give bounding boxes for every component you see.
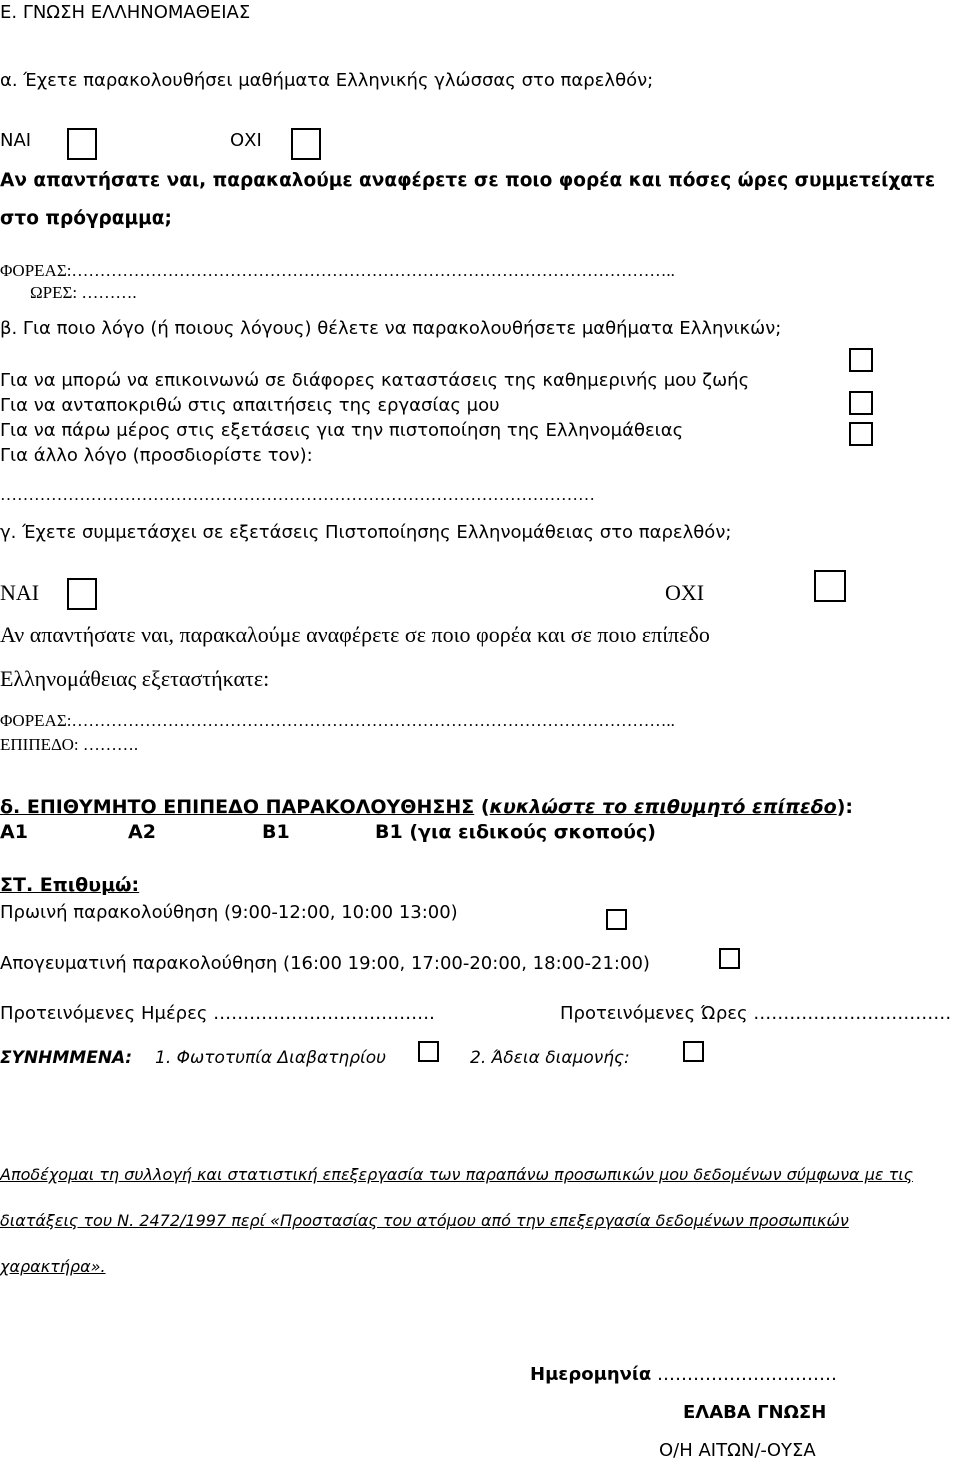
residence-checkbox[interactable] [683,1041,704,1062]
question-d-hint: κυκλώστε το επιθυμητό επίπεδο [489,796,837,818]
question-d-paren-close: ): [836,796,854,818]
level-a1[interactable]: Α1 [0,821,28,843]
reason-1-checkbox[interactable] [849,348,873,372]
date-field[interactable] [530,1364,837,1386]
days-field[interactable]: Προτεινόμενες Ημέρες ………………………………. [0,1003,435,1024]
question-c: γ. Έχετε συμμετάσχει σε εξετάσεις Πιστοποίησης Ελληνομάθειας στο παρελθόν; [0,522,732,543]
reason-1: Για να μπορώ να επικοινωνώ σε διάφορες καταστάσεις της καθημερινής μου ζωής [0,370,750,391]
reason-2: Για να ανταποκριθώ στις απαιτήσεις της εργασίας μου [0,395,500,416]
consent-line3: χαρακτήρα». [0,1257,106,1276]
hours-field[interactable]: ΩΡΕΣ: ………. [30,283,137,302]
afternoon-checkbox[interactable] [719,948,740,969]
if-yes2-line1: Αν απαντήσατε ναι, παρακαλούμε αναφέρετε σε ποιο φορέα και σε ποιο επίπεδο [0,622,710,647]
passport-checkbox[interactable] [418,1041,439,1062]
yes-checkbox[interactable] [67,128,97,160]
morning-checkbox[interactable] [606,909,627,930]
question-b: β. Για ποιο λόγο (ή ποιους λόγους) θέλετε να παρακολουθήσετε μαθήματα Ελληνικών; [0,318,782,339]
level-b1[interactable]: Β1 [262,821,290,843]
no-label-2: ΟΧΙ [665,580,705,605]
applicant-label: Ο/Η ΑΙΤΩΝ/-ΟΥΣΑ [659,1440,816,1461]
attachment-residence: 2. Άδεια διαμονής: [470,1048,630,1068]
question-d [0,796,853,818]
level-a2[interactable]: Α2 [128,821,156,843]
if-yes2-line2: Ελληνομάθειας εξεταστήκατε: [0,666,270,691]
reason-3: Για να πάρω μέρος στις εξετάσεις για την πιστοποίηση της Ελληνομάθειας [0,420,684,441]
other-reason-field[interactable]: …………………………………………………………………………………………… [0,485,595,504]
attachments-label: ΣΥΝΗΜΜΕΝΑ: [0,1048,133,1068]
yes-checkbox-2[interactable] [67,578,97,610]
reason-2-checkbox[interactable] [849,391,873,415]
question-d-paren-open: ( [474,796,490,818]
level-field[interactable]: ΕΠΙΠΕΔΟ: ………. [0,735,139,754]
yes-label-2: ΝΑΙ [0,580,40,605]
no-checkbox-2[interactable] [814,570,846,602]
date-dots: ………………………… [651,1364,838,1385]
section-st-title: ΣΤ. Επιθυμώ: [0,874,140,896]
if-yes-line1: Αν απαντήσατε ναι, παρακαλούμε αναφέρετε σε ποιο φορέα και πόσες ώρες συμμετείχατε [0,170,936,191]
if-yes-line2: στο πρόγραμμα; [0,208,172,229]
question-a: α. Έχετε παρακολουθήσει μαθήματα Ελληνικής γλώσσας στο παρελθόν; [0,70,654,91]
no-checkbox[interactable] [291,128,321,160]
reason-other: Για άλλο λόγο (προσδιορίστε τον): [0,445,313,466]
afternoon-option: Απογευματινή παρακολούθηση (16:00 19:00, 17:00-20:00, 18:00-21:00) [0,953,650,974]
body-field-2[interactable]: ΦΟΡΕΑΣ:…………………………………………………………………………………………….. [0,711,675,730]
organization-name: ΕΛΑΒΑ ΓΝΩΣΗ [683,1402,827,1423]
hours-pref-field[interactable]: Προτεινόμενες Ώρες …………………………… [560,1003,952,1024]
section-title: Ε. ΓΝΩΣΗ ΕΛΛΗΝΟΜΑΘΕΙΑΣ [0,2,251,23]
consent-line1: Αποδέχομαι τη συλλογή και στατιστική επεξεργασία των παραπάνω προσωπικών μου δεδομένων σύμφωνα με τις [0,1165,914,1184]
yes-label: ΝΑΙ [0,130,32,151]
level-b1-special[interactable]: Β1 (για ειδικούς σκοπούς) [375,821,656,843]
no-label: ΟΧΙ [230,130,262,151]
date-label: Ημερομηνία [530,1364,652,1385]
question-d-title: δ. ΕΠΙΘΥΜΗΤΟ ΕΠΙΠΕΔΟ ΠΑΡΑΚΟΛΟΥΘΗΣΗΣ [0,796,475,818]
consent-line2: διατάξεις του Ν. 2472/1997 περί «Προστασίας του ατόμου από την επεξεργασία δεδομένων προσωπικών [0,1211,849,1230]
attachment-passport: 1. Φωτοτυπία Διαβατηρίου [155,1048,386,1068]
morning-option: Πρωινή παρακολούθηση (9:00-12:00, 10:00 13:00) [0,902,458,923]
reason-3-checkbox[interactable] [849,422,873,446]
body-field[interactable]: ΦΟΡΕΑΣ:…………………………………………………………………………………………….. [0,261,675,280]
